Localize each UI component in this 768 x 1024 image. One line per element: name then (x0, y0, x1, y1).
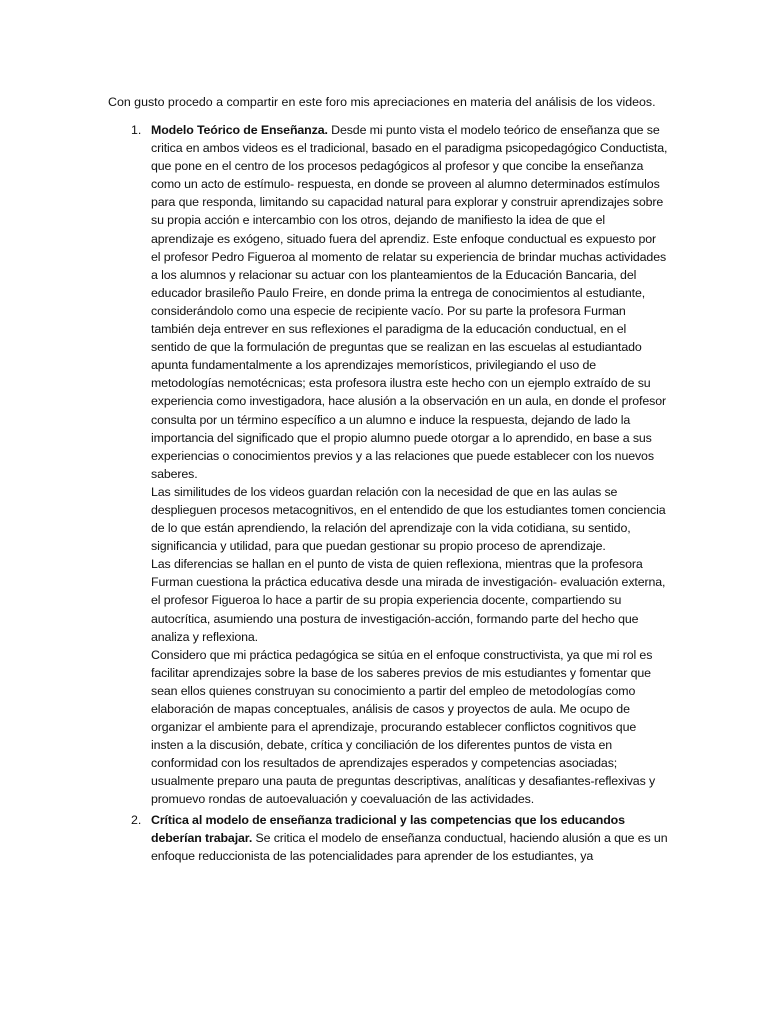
paragraph-similarities: Las similitudes de los videos guardan relación con la necesidad de que en las aulas se desplieguen procesos metacognitivos, en el entendido de que los estudiantes tomen conciencia de lo que están aprendiendo, la relación del aprendizaje con la vida cotidiana, su sentido, significancia y utilidad, para que puedan gestionar su propio proceso de aprendizaje. (151, 484, 666, 554)
list-item-1 (108, 121, 668, 809)
item-number: 1. (131, 123, 142, 137)
section-title: Modelo Teórico de Enseñanza. (151, 123, 328, 137)
item-number: 2. (131, 812, 142, 827)
intro-paragraph: Con gusto procedo a compartir en este foro mis apreciaciones en materia del análisis de los videos. (108, 95, 656, 109)
paragraph-2 (151, 811, 668, 865)
paragraph-differences: Las diferencias se hallan en el punto de vista de quien reflexiona, mientras que la profesora Furman cuestiona la práctica educativa desde una mirada de investigación- evaluación externa, el profesor Figueroa lo hace a partir de su propia experiencia docente, compartiendo su autocrítica, asumiendo una postura de investigación-acción, formando parte del hecho que analiza y reflexiona. (151, 557, 666, 644)
section-title: Crítica al modelo de enseñanza tradicional y las competencias que los educandos deberían trabajar. (151, 812, 625, 845)
paragraph-practice: Considero que mi práctica pedagógica se sitúa en el enfoque constructivista, ya que mi rol es facilitar aprendizajes sobre la base de los saberes previos de mis estudiantes y fomentar que sean ellos quienes construyan su conocimiento a partir del empleo de metodologías como elaboración de mapas conceptuales, análisis de casos y proyectos de aula. Me ocupo de organizar el ambiente para el aprendizaje, procurando establecer conflictos cognitivos que insten a la discusión, debate, crítica y conciliación de los diferentes puntos de vista en conformidad con los resultados de aprendizajes esperados y competencias asociadas; usualmente preparo una pauta de preguntas descriptivas, analíticas y desafiantes-reflexivas y promuevo rondas de autoevaluación y coevaluación de las actividades. (151, 647, 656, 807)
numbered-list (108, 121, 668, 865)
list-item-2 (108, 811, 668, 865)
paragraph-1 (151, 121, 668, 483)
paragraph-text: Se critica el modelo de enseñanza conductual, haciendo alusión a que es un enfoque reduccionista de las potencialidades para aprender de los estudiantes, ya (151, 830, 668, 863)
paragraph-text: Desde mi punto vista el modelo teórico de enseñanza que se critica en ambos videos es el tradicional, basado en el paradigma psicopedagógico Conductista, que pone en el centro de los procesos pedagógicos al profesor y que concibe la enseñanza como un acto de estímulo- respuesta, en donde se proveen al alumno determinados estímulos para que responda, limitando su capacidad natural para explorar y construir aprendizajes sobre su propia acción e intercambio con los otros, dejando de manifiesto la idea de que el aprendizaje es exógeno, situado fuera del aprendiz. Este enfoque conductual es expuesto por el profesor Pedro Figueroa al momento de relatar su experiencia de brindar muchas actividades a los alumnos y relacionar su actuar con los planteamientos de la Educación Bancaria, del educador brasileño Paulo Freire, en donde prima la entrega de conocimientos al estudiante, considerándolo como una especie de recipiente vacío. Por su parte la profesora Furman también deja entrever en sus reflexiones el paradigma de la educación conductual, en el sentido de que la formulación de preguntas que se realizan en las escuelas al estudiantado apunta fundamentalmente a los aprendizajes memorísticos, privilegiando el uso de metodologías nemotécnicas; esta profesora ilustra este hecho con un ejemplo extraído de su experiencia como investigadora, hace alusión a la observación en un aula, en donde el profesor consulta por un término específico a un alumno e induce la respuesta, dejando de lado la importancia del significado que el propio alumno puede otorgar a lo aprendido, en base a sus experiencias o conocimientos previos y a las relaciones que puede establecer con los nuevos saberes. (151, 123, 668, 481)
